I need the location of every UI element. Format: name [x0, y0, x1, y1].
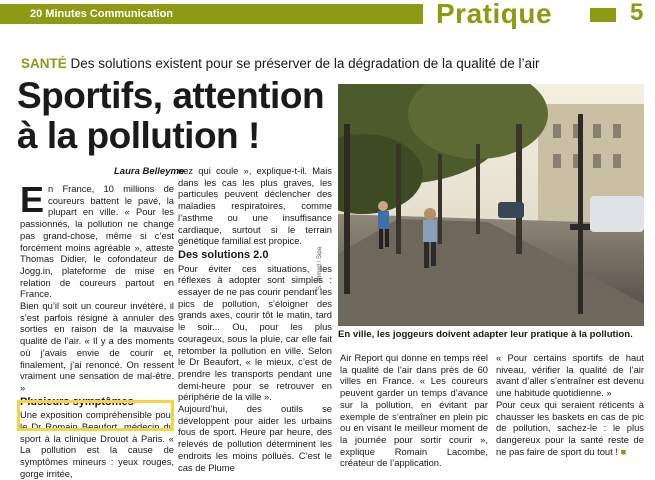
paragraph: Une exposition compréhensible pour le Dr Romain Beaufort, médecin du sport à la clinique Drouot à Paris. « La pollution est la cause de symptômes mineurs : yeux rouges, gorge irritée, — [20, 409, 174, 479]
article-column-3 — [340, 352, 488, 469]
paragraph: Bien qu’il soit un coureur invétéré, il s’est parfois résigné à annuler des sorties en raison de la mauvaise qualité de l’air. « Il y a des moments où j’avais envie de courir et, finalement, j’ai renoncé. On ressent vraiment une sensation de mal-être. » — [20, 300, 174, 393]
paragraph: nez qui coule », explique-t-il. Mais dans les cas les plus graves, les particules peuvent déclencher des maladies respiratoires, comme l’asthme ou une insuffisance cardiaque, surtout si le terrain génétique familial est propice. — [178, 165, 332, 247]
dropcap: E — [20, 179, 45, 220]
section-header — [0, 0, 655, 28]
paragraph: n France, 10 millions de coureurs battent le pavé, la plupart en ville. « Pour les passionnés, la pollution ne change pas grand-chose, même si c’est forcément moins agréable », atteste Thomas Didier, le cofondateur de Jogg.in, plateforme de mise en relation de coureurs partout en France. — [20, 183, 174, 300]
paragraph: Air Report qui donne en temps réel la qualité de l’air dans près de 60 villes en France. « Les coureurs peuvent garder un temps d’avance sur la pollution, en évitant par exemple de s’entraîner en plein pic ou en visant le meilleur moment de la journée pour sortir courir », explique Romain Lacombe, créateur de l’application. — [340, 352, 488, 469]
paragraph: Pour éviter ces situations, les réflexes à adopter sont simples : essayer de ne pas courir pendant les pics de pollution, s’éloigner des grands axes, courir tôt le matin, tard le soir... Ou, pour les plus courageux, sous la pluie, car elle fait retomber la pollution en ville. Selon le Dr Beaufort, « le mieux, c’est de prendre les transports pendant une demi-heure pour se retrouver en périphérie de la ville ». — [178, 262, 332, 403]
subheading: Des solutions 2.0 — [178, 248, 269, 261]
paragraph: Aujourd’hui, des outils se développent pour aider les urbains fous de sport. Heure par heure, des relevés de pollution déterminent les endroits les moins pollués. C’est le cas de Plume — [178, 403, 332, 473]
kicker-tag: SANTÉ — [21, 56, 67, 71]
section-rubric: Pratique — [436, 0, 553, 29]
subheading: Plusieurs symptômes — [20, 395, 134, 408]
kicker-text: Des solutions existent pour se préserver de la dégradation de la qualité de l’air — [70, 56, 540, 71]
page-number: 5 — [630, 0, 644, 26]
end-mark: ■ — [620, 445, 627, 457]
byline: Laura Belleyme — [114, 166, 185, 177]
article-column-2 — [178, 165, 332, 473]
article-column-1 — [20, 179, 174, 480]
joggers-photo — [338, 84, 644, 326]
photo-caption: En ville, les joggeurs doivent adapter leur pratique à la pollution. — [338, 329, 633, 340]
kicker — [21, 56, 540, 71]
paragraph-text: Pour ceux qui seraient réticents à chausser les baskets en cas de pic de pollution, sachez-le : le plus dangereux pour la santé reste de ne pas faire de sport du tout ! — [496, 398, 644, 457]
header-square-ornament — [590, 8, 616, 22]
headline: Sportifs, attention à la pollution ! — [17, 75, 325, 156]
photo-credit: S. Ahmed / Sipa — [317, 246, 323, 290]
publication-name: 20 Minutes Communication — [30, 8, 174, 20]
article-column-4 — [496, 352, 644, 457]
pull-quote: « Pour certains sportifs de haut niveau, vérifier la qualité de l’air avant d’aller s’entraîner est devenu une habitude quotidienne. » — [496, 352, 644, 399]
highlight-box — [17, 400, 174, 431]
paragraph — [496, 399, 644, 458]
